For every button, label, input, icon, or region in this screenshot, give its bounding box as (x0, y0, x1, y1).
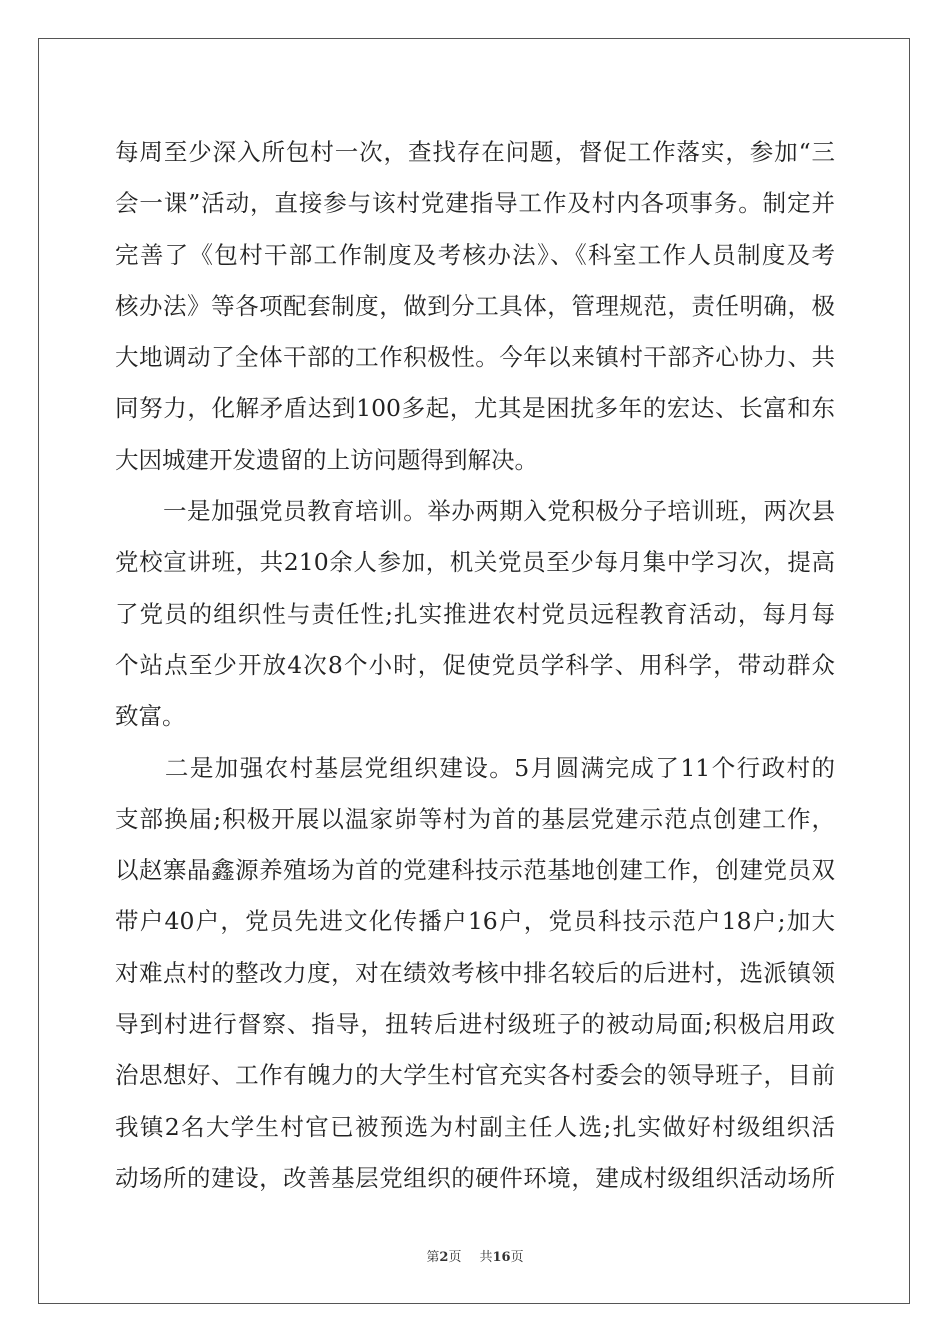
text-line: 支部换届;积极开展以温家峁等村为首的基层党建示范点创建工作， (115, 804, 835, 833)
text-line: 导到村进行督察、指导，扭转后进村级班子的被动局面;积极启用政 (115, 1010, 835, 1039)
text-line: 核办法》等各项配套制度，做到分工具体，管理规范，责任明确，极 (115, 291, 835, 320)
page-suffix: 页 (448, 1250, 462, 1265)
paragraph-1 (115, 127, 835, 486)
text-line: 大地调动了全体干部的工作积极性。今年以来镇村干部齐心协力、共 (115, 343, 835, 372)
total-pages-number: 16 (492, 1250, 511, 1265)
document-body (115, 127, 835, 1204)
page-prefix: 第 (426, 1250, 440, 1265)
text-line: 了党员的组织性与责任性;扎实推进农村党员远程教育活动，每月每 (115, 599, 835, 628)
text-line: 个站点至少开放4次8个小时，促使党员学科学、用科学，带动群众 (115, 650, 835, 679)
text-line: 带户40户，党员先进文化传播户16户，党员科技示范户18户;加大 (115, 907, 835, 936)
text-line: 会一课”活动，直接参与该村党建指导工作及村内各项事务。制定并 (115, 189, 835, 218)
text-line: 每周至少深入所包村一次，查找存在问题，督促工作落实，参加“三 (115, 138, 835, 166)
paragraph-3 (115, 743, 835, 1205)
total-prefix: 共 (479, 1250, 493, 1265)
text-line: 完善了《包村干部工作制度及考核办法》、《科室工作人员制度及考 (115, 240, 835, 269)
total-suffix: 页 (510, 1250, 524, 1265)
text-line: 以赵寨晶鑫源养殖场为首的党建科技示范基地创建工作，创建党员双 (115, 856, 835, 885)
text-line: 对难点村的整改力度，对在绩效考核中排名较后的后进村，选派镇领 (115, 958, 835, 987)
text-line: 二是加强农村基层党组织建设。5月圆满完成了11个行政村的 (115, 753, 835, 782)
text-line: 一是加强党员教育培训。举办两期入党积极分子培训班，两次县 (115, 497, 835, 526)
text-line: 党校宣讲班，共210余人参加，机关党员至少每月集中学习次，提高 (115, 548, 835, 577)
text-line: 同努力，化解矛盾达到100多起，尤其是困扰多年的宏达、长富和东 (115, 394, 835, 423)
paragraph-2 (115, 486, 835, 742)
text-line: 致富。 (115, 702, 186, 731)
text-line: 大因城建开发遗留的上访问题得到解决。 (115, 445, 538, 474)
text-line: 我镇2名大学生村官已被预选为村副主任人选;扎实做好村级组织活 (115, 1112, 835, 1141)
text-line: 治思想好、工作有魄力的大学生村官充实各村委会的领导班子，目前 (115, 1061, 835, 1090)
text-line: 动场所的建设，改善基层党组织的硬件环境，建成村级组织活动场所 (115, 1163, 835, 1192)
current-page-number: 2 (439, 1250, 449, 1265)
page-footer (0, 1246, 950, 1265)
